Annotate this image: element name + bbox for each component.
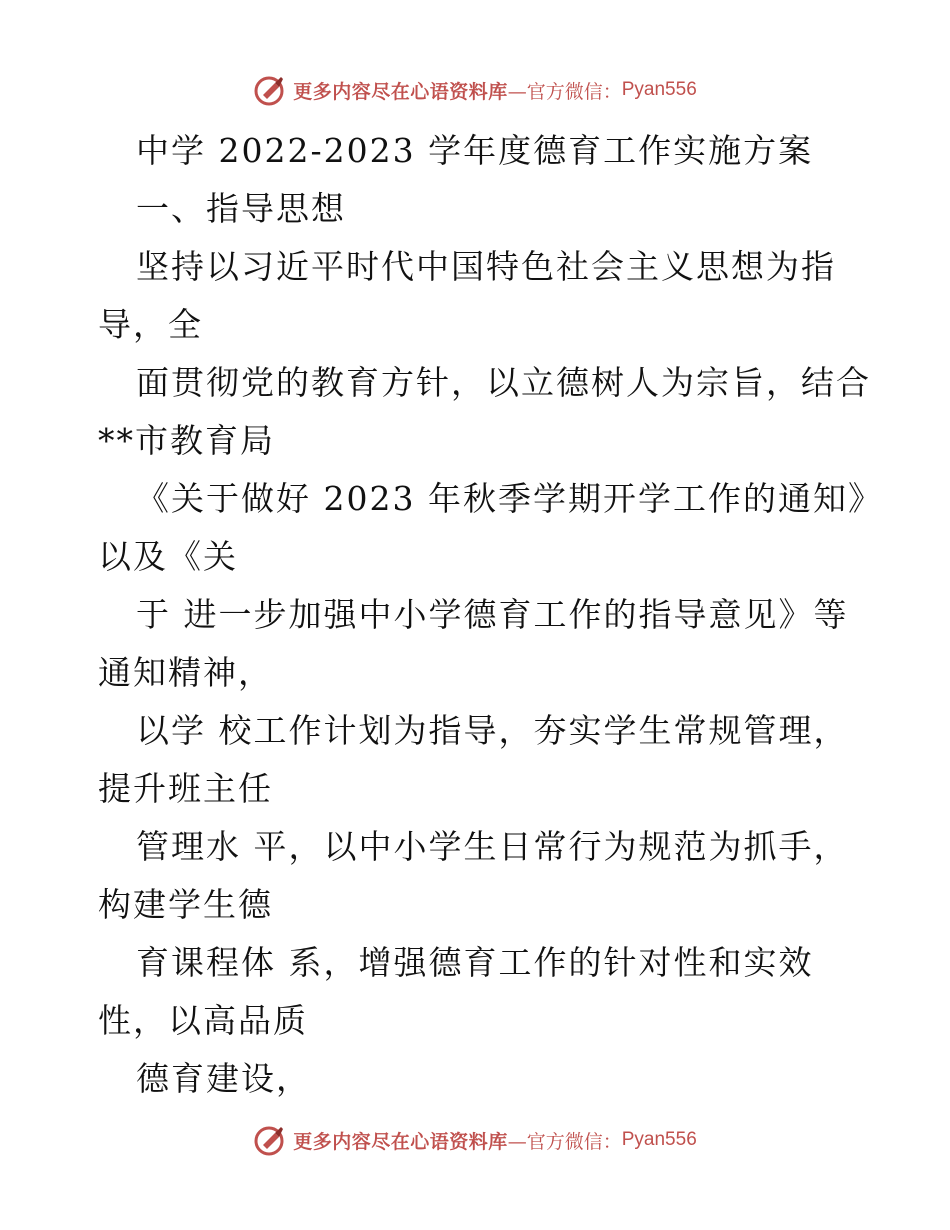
paragraph-line: 《关于做好 2023 年秋季学期开学工作的通知》	[136, 479, 883, 518]
paragraph-line: 面贯彻党的教育方针，以立德树人为宗旨，结合	[136, 363, 871, 402]
paragraph-line: 德育建设，	[136, 1059, 311, 1098]
paragraph-line: **市教育局	[98, 421, 275, 460]
document-body	[98, 122, 898, 1108]
section-heading: 一、指导思想	[136, 189, 346, 228]
watermark-contact-label: —官方微信：	[507, 80, 622, 103]
paragraph-line: 管理水 平，以中小学生日常行为规范为抓手，	[136, 827, 849, 866]
watermark-contact-label: —官方微信：	[507, 1130, 622, 1153]
pen-logo-icon	[253, 73, 287, 107]
paragraph-line: 以学 校工作计划为指导，夯实学生常规管理，	[136, 711, 849, 750]
watermark-wechat-id: Pyan556	[621, 1129, 697, 1150]
watermark-text: 更多内容尽在心语资料库	[293, 1130, 508, 1153]
paragraph-line: 性，以高品质	[98, 1001, 308, 1040]
paragraph-line: 构建学生德	[98, 885, 273, 924]
paragraph-line: 育课程体 系，增强德育工作的针对性和实效	[136, 943, 814, 982]
watermark-text: 更多内容尽在心语资料库	[293, 80, 508, 103]
watermark-wechat-id: Pyan556	[621, 79, 697, 100]
pen-logo-icon	[253, 1123, 287, 1157]
paragraph-line: 于 进一步加强中小学德育工作的指导意见》等	[136, 595, 849, 634]
paragraph-line: 提升班主任	[98, 769, 273, 808]
paragraph-line: 以及《关	[98, 537, 238, 576]
header-watermark	[0, 70, 950, 110]
document-title: 中学 2022-2023 学年度德育工作实施方案	[136, 131, 814, 170]
paragraph-line: 导，全	[98, 305, 203, 344]
paragraph-line: 坚持以习近平时代中国特色社会主义思想为指	[136, 247, 836, 286]
footer-watermark	[0, 1120, 950, 1160]
paragraph-line: 通知精神，	[98, 653, 273, 692]
